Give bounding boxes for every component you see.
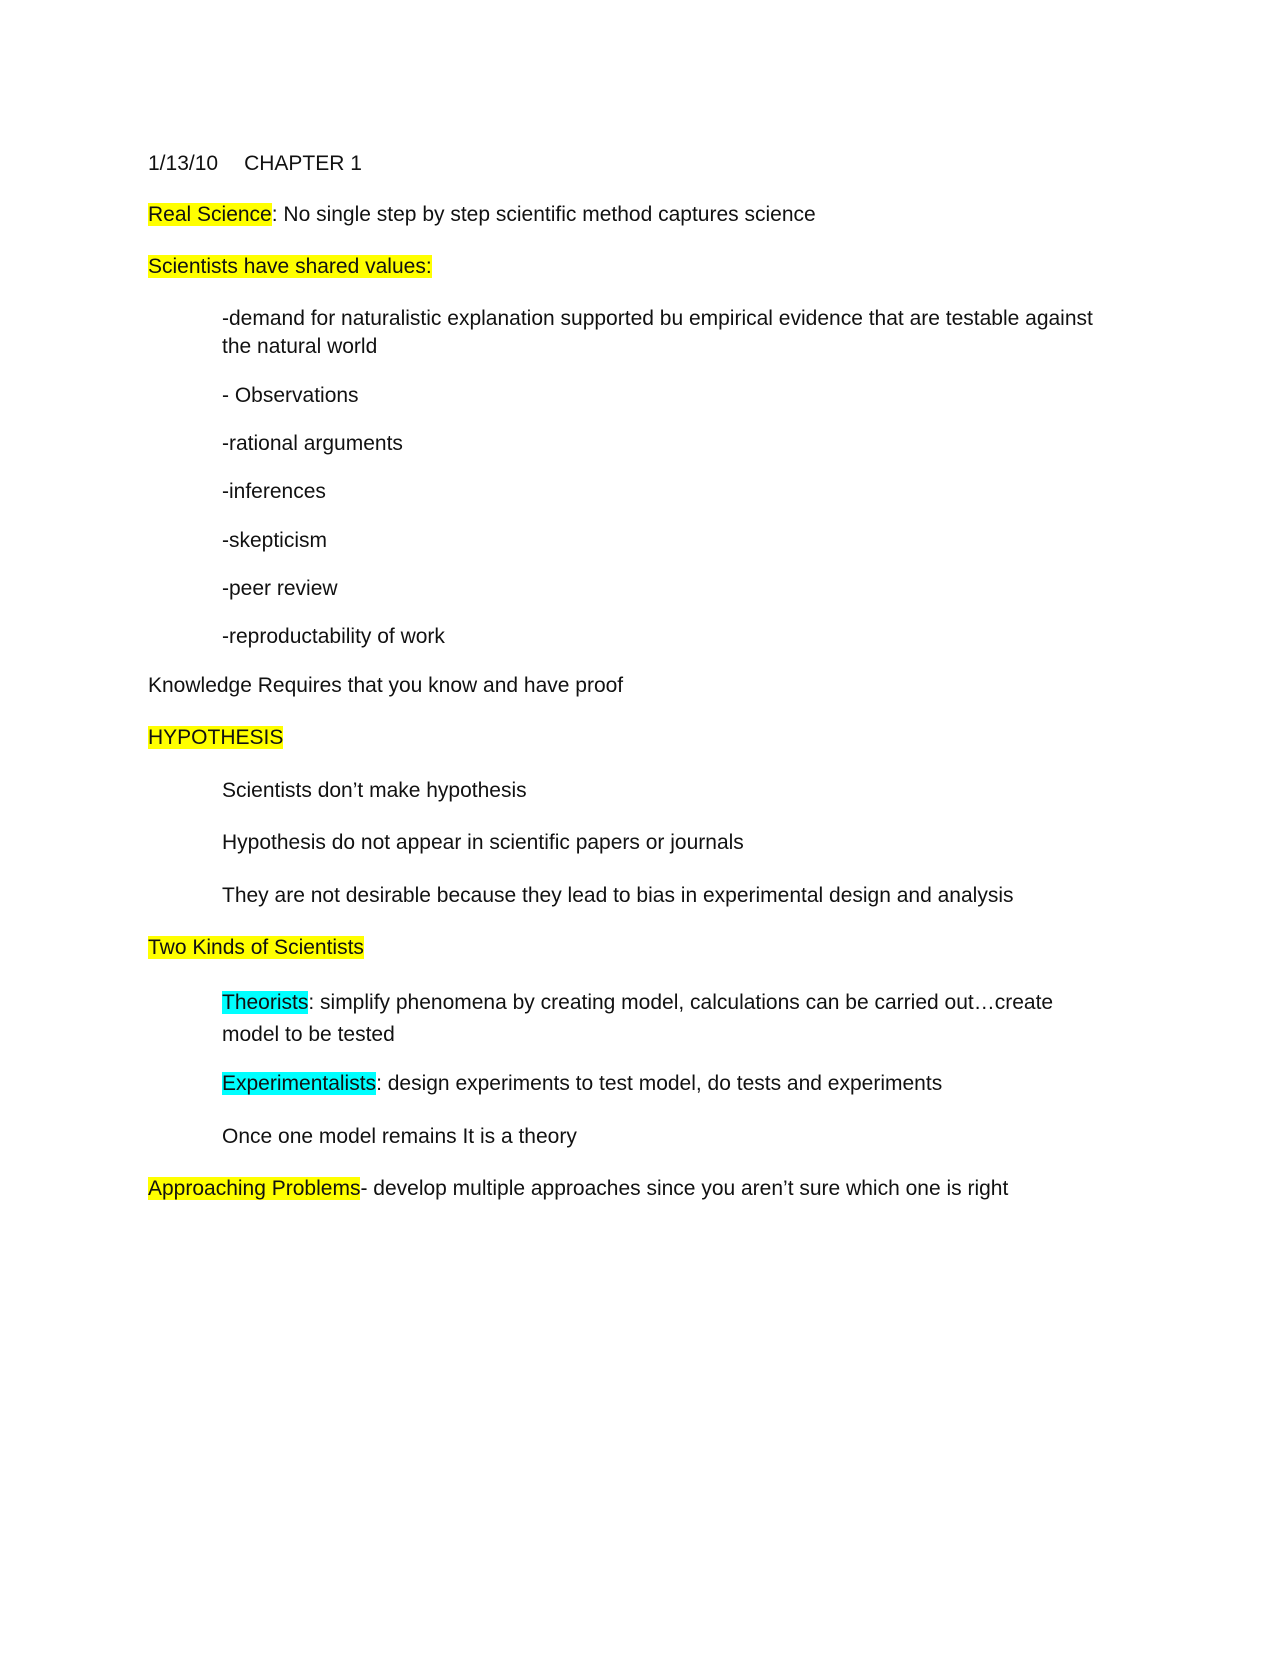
date-text: 1/13/10 <box>148 152 219 175</box>
hypothesis-heading-line <box>148 724 283 752</box>
experimentalists-term: Experimentalists <box>222 1072 377 1095</box>
shared-value-item: -skepticism <box>222 529 328 552</box>
experimentalists-line <box>222 1070 942 1098</box>
approaching-problems-definition: - develop multiple approaches since you aren’t sure which one is right <box>360 1177 1009 1200</box>
hypothesis-heading: HYPOTHESIS <box>148 726 284 749</box>
two-kinds-heading: Two Kinds of Scientists <box>148 936 364 959</box>
theorists-definition: : simplify phenomena by creating model, calculations can be carried out…create model to be tested <box>222 991 1054 1046</box>
hypothesis-item: Hypothesis do not appear in scientific papers or journals <box>222 831 744 854</box>
chapter-title: CHAPTER 1 <box>244 152 362 175</box>
two-kinds-heading-line <box>148 934 364 962</box>
real-science-definition: : No single step by step scientific method captures science <box>271 203 816 226</box>
theory-line: Once one model remains It is a theory <box>222 1125 577 1148</box>
hypothesis-item: Scientists don’t make hypothesis <box>222 779 527 802</box>
approaching-problems-term: Approaching Problems <box>148 1177 361 1200</box>
knowledge-line: Knowledge Requires that you know and have proof <box>148 674 624 697</box>
shared-values-heading-line <box>148 253 432 281</box>
shared-value-item: -peer review <box>222 577 338 600</box>
approaching-problems-line <box>148 1175 1008 1203</box>
shared-value-item: -demand for naturalistic explanation supported bu empirical evidence that are testable against the natural world <box>222 307 1093 358</box>
shared-value-item: -rational arguments <box>222 432 403 455</box>
shared-value-item: -reproductability of work <box>222 625 445 648</box>
experimentalists-definition: : design experiments to test model, do tests and experiments <box>376 1072 943 1095</box>
date-chapter-line <box>148 150 362 178</box>
real-science-line <box>148 201 816 229</box>
theorists-line <box>222 987 1112 1051</box>
shared-values-heading: Scientists have shared values: <box>148 255 432 278</box>
theorists-term: Theorists <box>222 991 309 1014</box>
shared-value-item: - Observations <box>222 384 359 407</box>
shared-value-item: -inferences <box>222 480 326 503</box>
real-science-term: Real Science <box>148 203 272 226</box>
hypothesis-item: They are not desirable because they lead to bias in experimental design and analysis <box>222 884 1014 907</box>
